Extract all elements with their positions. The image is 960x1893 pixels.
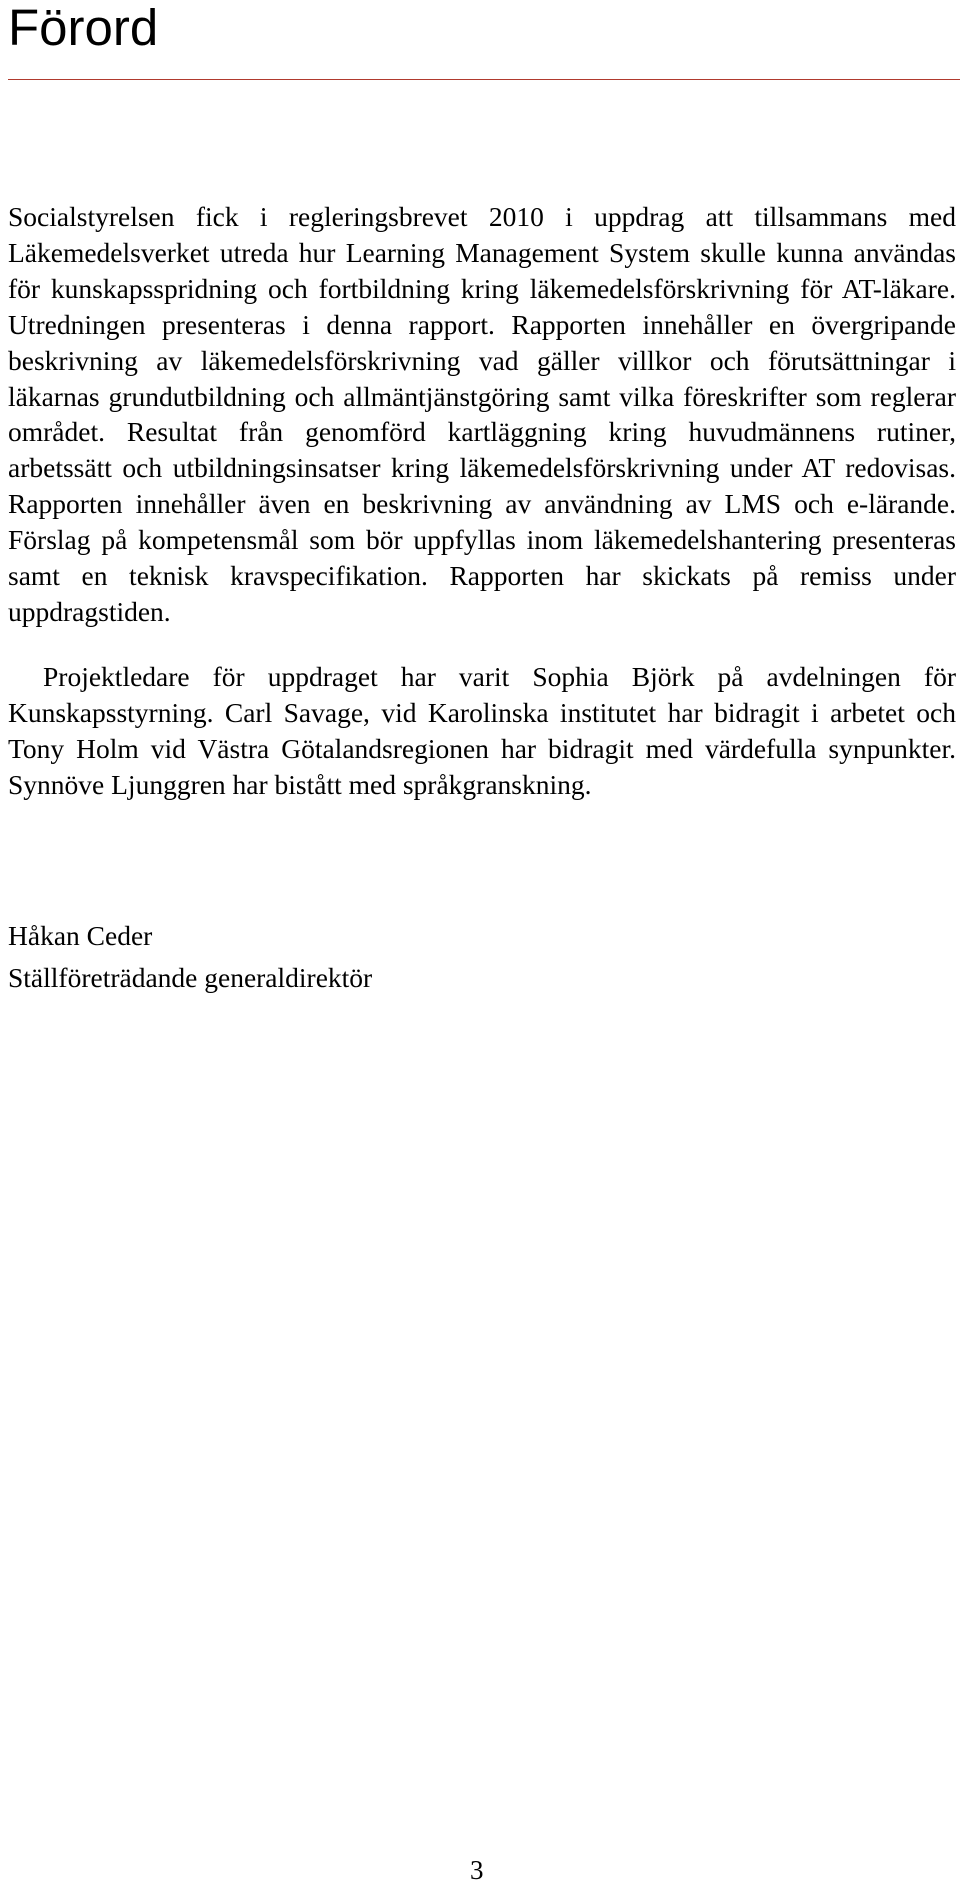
body-paragraph-1: Socialstyrelsen fick i regleringsbrevet 2010 i uppdrag att tillsammans med Läkemedelsverket utreda hur Learning Management System skulle kunna användas för kunskapsspridning och fortbildning kring läkemedelsförskrivning för AT-läkare. Utredningen presenteras i denna rapport. Rapporten innehåller en övergripande beskrivning av läkemedelsförskrivning vad gäller villkor och förutsättningar i läkarnas grundutbildning och allmäntjänstgöring samt vilka föreskrifter som reglerar området. Resultat från genomförd kartläggning kring huvudmännens rutiner, arbetssätt och utbildningsinsatser kring läkemedelsförskrivning under AT redovisas. Rapporten innehåller även en beskrivning av användning av LMS och e-lärande. Förslag på kompetensmål som bör uppfyllas inom läkemedelshantering presenteras samt en teknisk kravspecifikation. Rapporten har skickats på remiss under uppdragstiden. bbox=[8, 201, 956, 627]
signatory-title: Ställföreträdande generaldirektör bbox=[8, 962, 373, 993]
title-divider bbox=[8, 79, 960, 80]
page-title: Förord bbox=[8, 0, 159, 56]
body-paragraph-2: Projektledare för uppdraget har varit Sophia Björk på avdelningen för Kunskapsstyrning. Carl Savage, vid Karolinska institutet har bidragit i arbetet och Tony Holm vid Västra Götalandsregionen har bidragit med värdefulla synpunkter. Synnöve Ljunggren har bistått med språkgranskning. bbox=[8, 661, 956, 800]
signatory-name: Håkan Ceder bbox=[8, 920, 153, 951]
page-number: 3 bbox=[470, 1855, 484, 1885]
